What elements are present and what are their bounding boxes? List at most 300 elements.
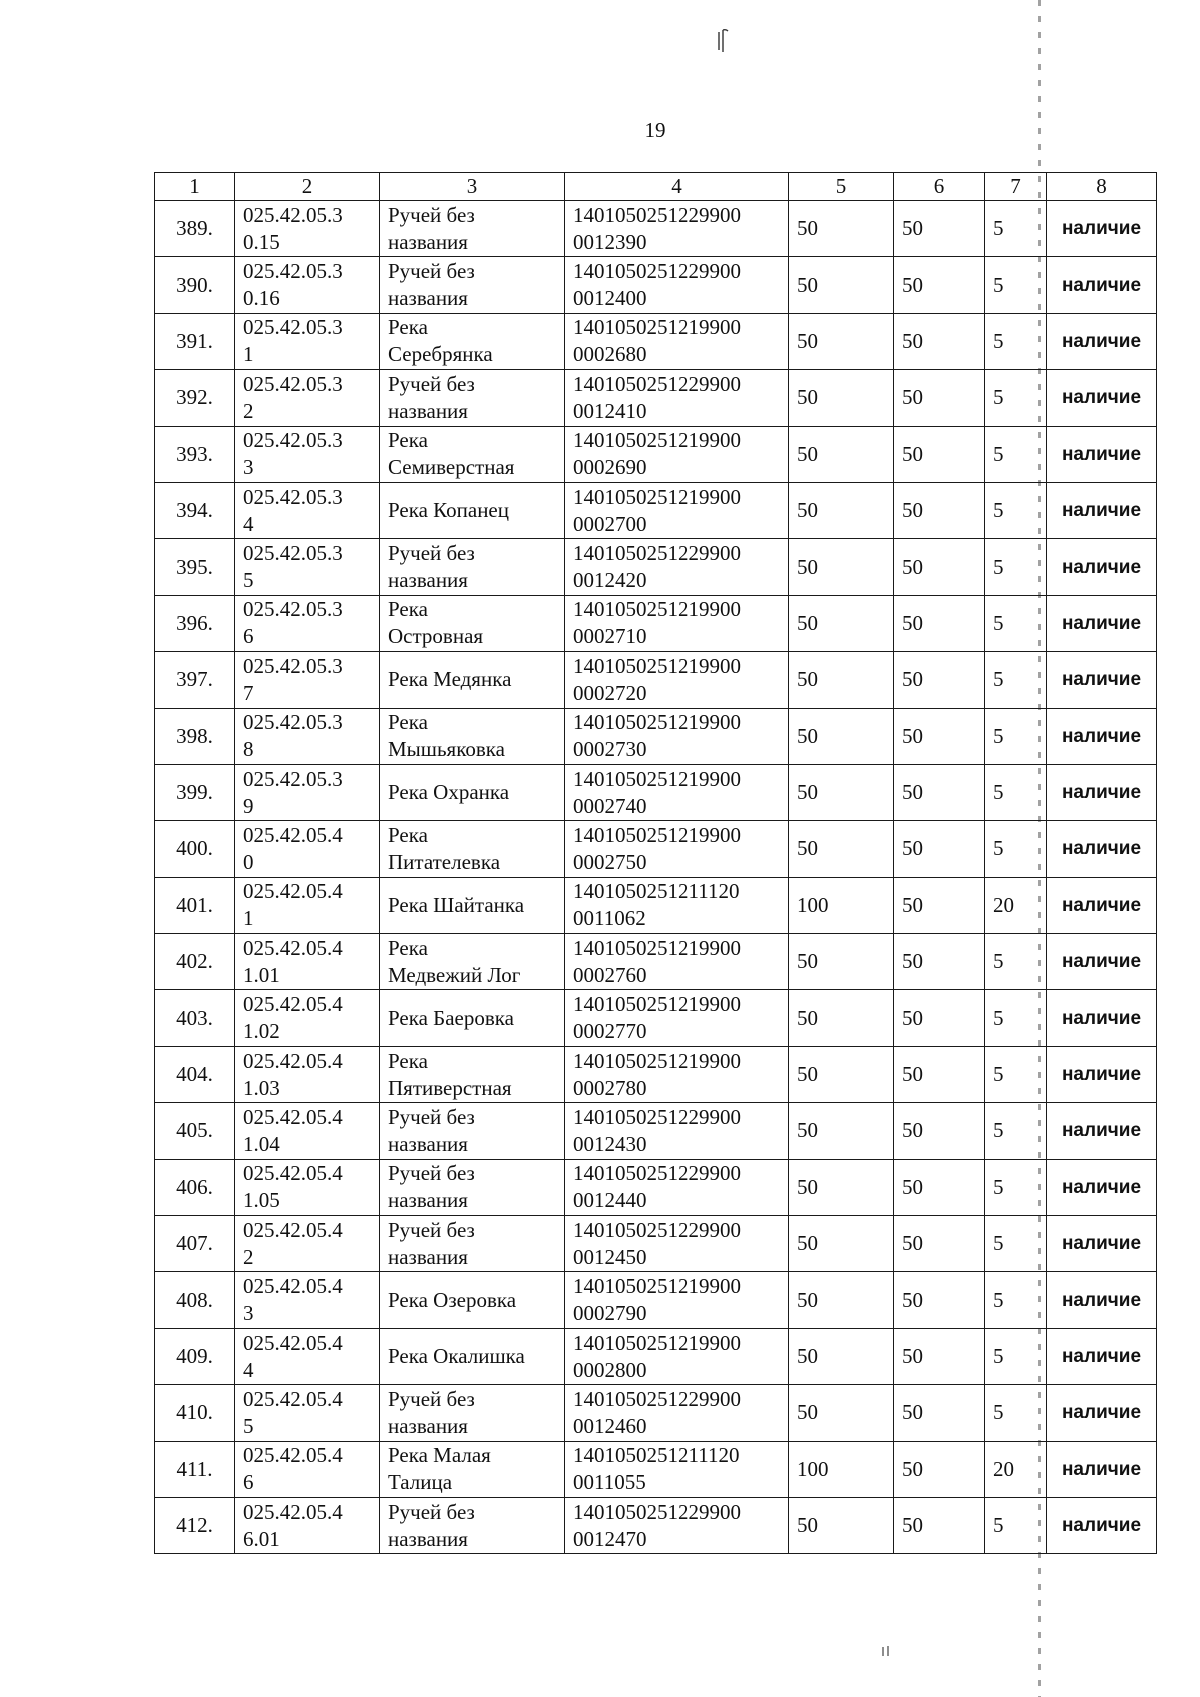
code-cell-line: 6.01	[243, 1526, 280, 1551]
code-cell-line: 5	[243, 568, 254, 593]
status-cell: наличие	[1047, 821, 1157, 877]
name-cell-line: Мышьяковка	[388, 737, 505, 762]
value-cell: 50	[894, 1441, 985, 1497]
table-row	[155, 821, 1157, 877]
code-cell-line: 4	[243, 1357, 254, 1382]
value-cell: 50	[789, 370, 894, 426]
row-number-cell: 411.	[155, 1441, 235, 1497]
registry-number-cell	[565, 1497, 789, 1553]
name-cell-line: Река Шайтанка	[388, 892, 525, 917]
name-cell-line: названия	[388, 1244, 468, 1269]
table-row	[155, 1385, 1157, 1441]
registry-number-cell-line: 1401050251219900	[573, 1048, 741, 1073]
code-cell	[235, 877, 380, 933]
code-cell-line: 6	[243, 1470, 254, 1495]
registry-number-cell-line: 0012420	[573, 568, 647, 593]
code-cell-line: 1.04	[243, 1131, 280, 1156]
value-cell: 50	[894, 370, 985, 426]
table-row	[155, 1159, 1157, 1215]
registry-number-cell-line: 1401050251211120	[573, 1443, 740, 1468]
status-cell: наличие	[1047, 426, 1157, 482]
value-cell: 5	[985, 482, 1047, 538]
registry-number-cell	[565, 1328, 789, 1384]
column-header: 4	[565, 173, 789, 201]
name-cell-line: Река Медянка	[388, 667, 512, 692]
name-cell-line: Река	[388, 935, 428, 960]
value-cell: 50	[789, 426, 894, 482]
registry-number-cell-line: 0012430	[573, 1131, 647, 1156]
column-header: 8	[1047, 173, 1157, 201]
name-cell	[380, 1272, 565, 1328]
code-cell-line: 9	[243, 793, 254, 818]
row-number-cell: 399.	[155, 764, 235, 820]
code-cell-line: 5	[243, 1413, 254, 1438]
registry-number-cell	[565, 1216, 789, 1272]
name-cell-line: Ручей без	[388, 1104, 475, 1129]
value-cell: 50	[789, 539, 894, 595]
registry-number-cell	[565, 201, 789, 257]
code-cell-line: 025.42.05.4	[243, 1443, 343, 1468]
code-cell	[235, 1385, 380, 1441]
status-cell: наличие	[1047, 1216, 1157, 1272]
column-header: 6	[894, 173, 985, 201]
registry-number-cell-line: 1401050251229900	[573, 1161, 741, 1186]
value-cell: 50	[789, 1103, 894, 1159]
value-cell: 50	[894, 990, 985, 1046]
registry-number-cell-line: 0011055	[573, 1470, 646, 1495]
value-cell: 50	[894, 426, 985, 482]
code-cell-line: 3	[243, 1301, 254, 1326]
value-cell: 50	[894, 539, 985, 595]
value-cell: 50	[789, 595, 894, 651]
column-header: 1	[155, 173, 235, 201]
row-number-cell: 403.	[155, 990, 235, 1046]
registry-number-cell	[565, 990, 789, 1046]
name-cell-line: Река	[388, 1048, 428, 1073]
code-cell-line: 025.42.05.3	[243, 428, 343, 453]
value-cell: 5	[985, 1328, 1047, 1384]
code-cell-line: 8	[243, 737, 254, 762]
value-cell: 50	[894, 934, 985, 990]
registry-number-cell-line: 1401050251219900	[573, 766, 741, 791]
code-cell-line: 1.01	[243, 962, 280, 987]
code-cell-line: 6	[243, 624, 254, 649]
value-cell: 50	[894, 1272, 985, 1328]
code-cell-line: 4	[243, 511, 254, 536]
name-cell-line: Река	[388, 428, 428, 453]
status-cell: наличие	[1047, 934, 1157, 990]
name-cell-line: названия	[388, 398, 468, 423]
value-cell: 5	[985, 1216, 1047, 1272]
name-cell-line: Река	[388, 822, 428, 847]
column-header: 7	[985, 173, 1047, 201]
status-cell: наличие	[1047, 708, 1157, 764]
row-number-cell: 398.	[155, 708, 235, 764]
scan-mark-icon	[880, 1644, 894, 1658]
code-cell-line: 0.16	[243, 286, 280, 311]
code-cell-line: 025.42.05.4	[243, 1161, 343, 1186]
registry-number-cell-line: 1401050251219900	[573, 1330, 741, 1355]
value-cell: 5	[985, 1385, 1047, 1441]
registry-number-cell-line: 1401050251229900	[573, 259, 741, 284]
name-cell-line: Река Копанец	[388, 498, 509, 523]
value-cell: 5	[985, 1497, 1047, 1553]
table-row	[155, 990, 1157, 1046]
value-cell: 50	[789, 482, 894, 538]
row-number-cell: 404.	[155, 1046, 235, 1102]
code-cell-line: 2	[243, 1244, 254, 1269]
status-cell: наличие	[1047, 1385, 1157, 1441]
value-cell: 50	[789, 764, 894, 820]
registry-number-cell-line: 1401050251229900	[573, 202, 741, 227]
code-cell-line: 1	[243, 342, 254, 367]
name-cell-line: названия	[388, 568, 468, 593]
value-cell: 50	[789, 257, 894, 313]
name-cell-line: Ручей без	[388, 1499, 475, 1524]
code-cell-line: 025.42.05.4	[243, 1104, 343, 1129]
code-cell-line: 1.05	[243, 1188, 280, 1213]
status-cell: наличие	[1047, 201, 1157, 257]
table-row	[155, 201, 1157, 257]
value-cell: 20	[985, 1441, 1047, 1497]
row-number-cell: 400.	[155, 821, 235, 877]
registry-number-cell-line: 0002720	[573, 680, 647, 705]
code-cell	[235, 764, 380, 820]
code-cell	[235, 370, 380, 426]
name-cell-line: Река Окалишка	[388, 1344, 525, 1368]
row-number-cell: 391.	[155, 313, 235, 369]
row-number-cell: 409.	[155, 1328, 235, 1384]
code-cell	[235, 1328, 380, 1384]
name-cell	[380, 1159, 565, 1215]
registry-number-cell	[565, 652, 789, 708]
table-body	[155, 201, 1157, 1554]
code-cell-line: 025.42.05.3	[243, 202, 343, 227]
table-row	[155, 313, 1157, 369]
value-cell: 50	[789, 1216, 894, 1272]
registry-number-cell-line: 0002740	[573, 793, 647, 818]
registry-number-cell-line: 0012390	[573, 229, 647, 254]
value-cell: 5	[985, 1046, 1047, 1102]
registry-number-cell	[565, 821, 789, 877]
name-cell-line: Ручей без	[388, 259, 475, 284]
value-cell: 50	[789, 1159, 894, 1215]
code-cell-line: 1	[243, 906, 254, 931]
status-cell: наличие	[1047, 877, 1157, 933]
row-number-cell: 389.	[155, 201, 235, 257]
code-cell	[235, 1046, 380, 1102]
code-cell-line: 025.42.05.4	[243, 1499, 343, 1524]
row-number-cell: 405.	[155, 1103, 235, 1159]
name-cell	[380, 821, 565, 877]
code-cell	[235, 1272, 380, 1328]
row-number-cell: 395.	[155, 539, 235, 595]
name-cell	[380, 652, 565, 708]
code-cell-line: 025.42.05.4	[243, 1217, 343, 1242]
registry-number-cell-line: 0002710	[573, 624, 647, 649]
status-cell: наличие	[1047, 1441, 1157, 1497]
name-cell-line: Река Озеровка	[388, 1287, 517, 1312]
status-cell: наличие	[1047, 652, 1157, 708]
registry-number-cell-line: 0002780	[573, 1075, 647, 1100]
row-number-cell: 401.	[155, 877, 235, 933]
code-cell	[235, 1103, 380, 1159]
name-cell	[380, 201, 565, 257]
table-row	[155, 595, 1157, 651]
registry-number-cell	[565, 1272, 789, 1328]
code-cell-line: 025.42.05.3	[243, 371, 343, 396]
code-cell	[235, 1497, 380, 1553]
row-number-cell: 412.	[155, 1497, 235, 1553]
value-cell: 50	[894, 1046, 985, 1102]
registry-number-cell	[565, 877, 789, 933]
registry-number-cell-line: 0012440	[573, 1188, 647, 1213]
table-row	[155, 764, 1157, 820]
registry-number-cell	[565, 426, 789, 482]
value-cell: 50	[894, 1216, 985, 1272]
row-number-cell: 407.	[155, 1216, 235, 1272]
value-cell: 50	[894, 1103, 985, 1159]
registry-number-cell-line: 0002800	[573, 1357, 647, 1382]
code-cell-line: 025.42.05.3	[243, 259, 343, 284]
name-cell-line: Семиверстная	[388, 455, 515, 480]
code-cell-line: 025.42.05.4	[243, 1386, 343, 1411]
table-row	[155, 1497, 1157, 1553]
registry-number-cell-line: 1401050251219900	[573, 315, 741, 340]
name-cell	[380, 1497, 565, 1553]
name-cell-line: Река Баеровка	[388, 1005, 514, 1030]
registry-number-cell-line: 1401050251219900	[573, 822, 741, 847]
row-number-cell: 396.	[155, 595, 235, 651]
value-cell: 5	[985, 313, 1047, 369]
name-cell-line: Река Охранка	[388, 780, 510, 805]
registry-number-cell-line: 0012470	[573, 1526, 647, 1551]
registry-number-cell	[565, 764, 789, 820]
status-cell: наличие	[1047, 1328, 1157, 1384]
code-cell	[235, 990, 380, 1046]
registry-number-cell-line: 0012460	[573, 1413, 647, 1438]
name-cell-line: Островная	[388, 624, 484, 649]
value-cell: 5	[985, 1103, 1047, 1159]
value-cell: 50	[894, 313, 985, 369]
table-row	[155, 539, 1157, 595]
value-cell: 5	[985, 764, 1047, 820]
value-cell: 5	[985, 595, 1047, 651]
code-cell	[235, 539, 380, 595]
registry-number-cell-line: 0002790	[573, 1301, 647, 1326]
registry-number-cell-line: 1401050251229900	[573, 541, 741, 566]
code-cell-line: 025.42.05.3	[243, 484, 343, 509]
code-cell	[235, 595, 380, 651]
status-cell: наличие	[1047, 1497, 1157, 1553]
registry-number-cell-line: 1401050251219900	[573, 1274, 741, 1299]
status-cell: наличие	[1047, 257, 1157, 313]
table-row	[155, 1441, 1157, 1497]
registry-number-cell-line: 1401050251219900	[573, 935, 741, 960]
table-row	[155, 934, 1157, 990]
value-cell: 5	[985, 201, 1047, 257]
registry-number-cell	[565, 370, 789, 426]
registry-number-cell	[565, 1385, 789, 1441]
status-cell: наличие	[1047, 1103, 1157, 1159]
name-cell	[380, 1046, 565, 1102]
column-header: 3	[380, 173, 565, 201]
name-cell	[380, 370, 565, 426]
name-cell	[380, 1441, 565, 1497]
registry-number-cell	[565, 1103, 789, 1159]
name-cell-line: Ручей без	[388, 1386, 475, 1411]
code-cell-line: 025.42.05.4	[243, 879, 343, 904]
registry-number-cell-line: 0011062	[573, 906, 646, 931]
registry-number-cell-line: 0002690	[573, 455, 647, 480]
table-row	[155, 1272, 1157, 1328]
code-cell	[235, 934, 380, 990]
value-cell: 5	[985, 539, 1047, 595]
registry-number-cell-line: 0012410	[573, 398, 647, 423]
name-cell	[380, 482, 565, 538]
registry-number-cell-line: 0012400	[573, 286, 647, 311]
value-cell: 50	[789, 1046, 894, 1102]
table-row	[155, 708, 1157, 764]
name-cell	[380, 1103, 565, 1159]
code-cell	[235, 1441, 380, 1497]
value-cell: 50	[894, 821, 985, 877]
name-cell-line: Ручей без	[388, 1161, 475, 1186]
value-cell: 50	[894, 595, 985, 651]
name-cell	[380, 764, 565, 820]
name-cell	[380, 1385, 565, 1441]
name-cell	[380, 934, 565, 990]
name-cell	[380, 426, 565, 482]
code-cell	[235, 708, 380, 764]
code-cell	[235, 257, 380, 313]
registry-number-cell-line: 1401050251219900	[573, 484, 741, 509]
registry-number-cell	[565, 482, 789, 538]
value-cell: 50	[789, 821, 894, 877]
status-cell: наличие	[1047, 370, 1157, 426]
name-cell-line: названия	[388, 1188, 468, 1213]
value-cell: 50	[789, 1328, 894, 1384]
value-cell: 5	[985, 257, 1047, 313]
registry-number-cell-line: 1401050251219900	[573, 597, 741, 622]
column-header: 5	[789, 173, 894, 201]
name-cell-line: Река	[388, 315, 428, 340]
name-cell	[380, 877, 565, 933]
code-cell	[235, 652, 380, 708]
name-cell-line: названия	[388, 1526, 468, 1551]
code-cell-line: 025.42.05.4	[243, 822, 343, 847]
registry-number-cell-line: 1401050251229900	[573, 1104, 741, 1129]
registry-number-cell-line: 1401050251211120	[573, 879, 740, 904]
name-cell	[380, 1216, 565, 1272]
registry-number-cell	[565, 1159, 789, 1215]
code-cell-line: 025.42.05.4	[243, 1274, 343, 1299]
registry-number-cell	[565, 313, 789, 369]
table-row	[155, 370, 1157, 426]
value-cell: 50	[789, 652, 894, 708]
registry-number-cell	[565, 595, 789, 651]
code-cell-line: 0	[243, 849, 254, 874]
status-cell: наличие	[1047, 1159, 1157, 1215]
value-cell: 5	[985, 990, 1047, 1046]
code-cell-line: 025.42.05.3	[243, 541, 343, 566]
table-row	[155, 1046, 1157, 1102]
registry-number-cell	[565, 708, 789, 764]
registry-number-cell-line: 1401050251219900	[573, 428, 741, 453]
code-cell-line: 1.02	[243, 1019, 280, 1044]
value-cell: 50	[894, 482, 985, 538]
value-cell: 50	[894, 652, 985, 708]
name-cell-line: Ручей без	[388, 371, 475, 396]
name-cell-line: названия	[388, 229, 468, 254]
value-cell: 100	[789, 877, 894, 933]
registry-number-cell	[565, 257, 789, 313]
code-cell-line: 025.42.05.3	[243, 653, 343, 678]
scan-mark-icon	[716, 28, 730, 54]
name-cell	[380, 708, 565, 764]
row-number-cell: 394.	[155, 482, 235, 538]
code-cell	[235, 821, 380, 877]
name-cell-line: Ручей без	[388, 541, 475, 566]
value-cell: 5	[985, 426, 1047, 482]
registry-number-cell	[565, 934, 789, 990]
status-cell: наличие	[1047, 990, 1157, 1046]
value-cell: 50	[789, 1272, 894, 1328]
value-cell: 50	[894, 708, 985, 764]
code-cell	[235, 201, 380, 257]
value-cell: 5	[985, 708, 1047, 764]
value-cell: 20	[985, 877, 1047, 933]
status-cell: наличие	[1047, 539, 1157, 595]
table-row	[155, 1103, 1157, 1159]
value-cell: 5	[985, 370, 1047, 426]
registry-number-cell	[565, 1046, 789, 1102]
code-cell-line: 0.15	[243, 229, 280, 254]
code-cell-line: 025.42.05.4	[243, 992, 343, 1017]
name-cell-line: Река Малая	[388, 1443, 491, 1468]
table-row	[155, 877, 1157, 933]
registry-number-cell-line: 1401050251229900	[573, 1217, 741, 1242]
status-cell: наличие	[1047, 1046, 1157, 1102]
registry-number-cell-line: 1401050251229900	[573, 371, 741, 396]
value-cell: 5	[985, 821, 1047, 877]
value-cell: 50	[894, 877, 985, 933]
code-cell-line: 025.42.05.4	[243, 935, 343, 960]
name-cell-line: Река	[388, 597, 428, 622]
value-cell: 50	[789, 1497, 894, 1553]
code-cell-line: 7	[243, 680, 254, 705]
status-cell: наличие	[1047, 482, 1157, 538]
registry-number-cell	[565, 1441, 789, 1497]
status-cell: наличие	[1047, 313, 1157, 369]
registry-number-cell-line: 0012450	[573, 1244, 647, 1269]
value-cell: 5	[985, 934, 1047, 990]
name-cell	[380, 595, 565, 651]
row-number-cell: 410.	[155, 1385, 235, 1441]
code-cell-line: 3	[243, 455, 254, 480]
row-number-cell: 397.	[155, 652, 235, 708]
registry-number-cell-line: 1401050251219900	[573, 992, 741, 1017]
status-cell: наличие	[1047, 595, 1157, 651]
value-cell: 100	[789, 1441, 894, 1497]
value-cell: 50	[894, 201, 985, 257]
name-cell-line: Ручей без	[388, 1217, 475, 1242]
value-cell: 50	[894, 1328, 985, 1384]
name-cell	[380, 990, 565, 1046]
table-row	[155, 1328, 1157, 1384]
registry-number-cell-line: 0002700	[573, 511, 647, 536]
value-cell: 5	[985, 1159, 1047, 1215]
